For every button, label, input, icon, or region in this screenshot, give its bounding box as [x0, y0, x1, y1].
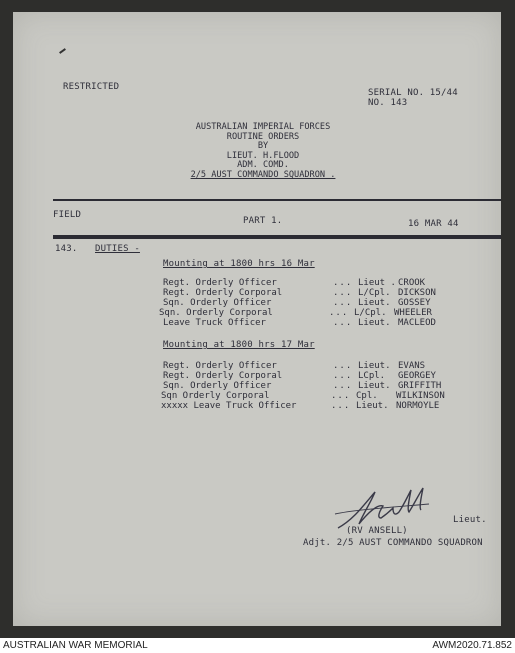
archive-footer — [0, 638, 515, 653]
part-label: PART 1. — [243, 216, 283, 226]
archive-reference: AWM2020.71.852 — [432, 640, 512, 651]
duty-role: Regt. Orderly Corporal — [163, 371, 283, 381]
duty-role: xxxxx Leave Truck Officer — [161, 401, 297, 411]
duty-name: EVANS — [398, 361, 426, 371]
duty-name: GEORGEY — [398, 371, 436, 381]
duty-dots: ... — [333, 288, 353, 298]
order-item-heading — [95, 244, 140, 254]
duty-dots: ... — [333, 278, 353, 288]
duty-role: Regt. Orderly Corporal — [163, 288, 283, 298]
duty-role: Sqn. Orderly Corporal — [159, 308, 273, 318]
order-number: NO. 143 — [368, 98, 408, 108]
duties-heading: DUTIES - — [95, 244, 140, 254]
duty-rank: Cpl. — [356, 391, 378, 401]
duty-role: Regt. Orderly Officer — [163, 278, 277, 288]
duty-dots: ... — [329, 308, 349, 318]
title-line: BY — [257, 141, 269, 152]
order-item-number: 143. — [55, 244, 78, 254]
duty-role: Leave Truck Officer — [163, 318, 266, 328]
duty-name: GOSSEY — [398, 298, 431, 308]
archive-name: AUSTRALIAN WAR MEMORIAL — [3, 640, 148, 651]
duty-role: Sqn. Orderly Officer — [163, 381, 272, 391]
duty-name: WHEELER — [394, 308, 432, 318]
duty-rank: Lieut. — [358, 318, 391, 328]
duty-dots: ... — [333, 318, 353, 328]
order-date: 16 MAR 44 — [408, 219, 459, 229]
serial-number: SERIAL NO. 15/44 — [368, 88, 458, 98]
duty-role: Regt. Orderly Officer — [163, 361, 277, 371]
duty-dots: ... — [333, 381, 353, 391]
mounting-heading-2: Mounting at 1800 hrs 17 Mar — [163, 340, 315, 350]
duty-rank: L/Cpl. — [354, 308, 387, 318]
duty-rank: Lieut. — [358, 381, 391, 391]
duty-rank: L/Cpl. — [358, 288, 391, 298]
duty-name: CROOK — [398, 278, 426, 288]
duty-rank: LCpl. — [358, 371, 386, 381]
signatory-rank: Lieut. — [453, 515, 487, 525]
classification-label: RESTRICTED — [63, 82, 120, 92]
signatory-name: (RV ANSELL) — [346, 526, 408, 536]
duty-name: MACLEOD — [398, 318, 436, 328]
divider-top — [53, 199, 501, 201]
duty-dots: ... — [333, 361, 353, 371]
divider-bottom — [53, 235, 501, 239]
duty-name: DICKSON — [398, 288, 436, 298]
duty-name: GRIFFITH — [398, 381, 442, 391]
duty-name: NORMOYLE — [396, 401, 440, 411]
duty-rank: Lieut. — [356, 401, 389, 411]
pencil-mark — [59, 48, 66, 54]
title-line: AUSTRALIAN IMPERIAL FORCES — [195, 122, 331, 132]
duty-rank: Lieut . — [358, 278, 396, 288]
duty-role: Sqn Orderly Corporal — [161, 391, 270, 401]
title-line: ADM. COMD. — [237, 160, 289, 171]
title-line: 2/5 AUST COMMANDO SQUADRON . — [190, 169, 336, 180]
duty-dots: ... — [333, 371, 353, 381]
duty-role: Sqn. Orderly Officer — [163, 298, 272, 308]
signatory-appointment: Adjt. 2/5 AUST COMMANDO SQUADRON — [303, 538, 483, 548]
document-page — [13, 12, 501, 626]
duty-dots: ... — [333, 298, 353, 308]
duty-dots: ... — [331, 391, 351, 401]
title-line: LIEUT. H.FLOOD — [226, 150, 300, 161]
duty-name: WILKINSON — [396, 391, 445, 401]
mounting-heading-1: Mounting at 1800 hrs 16 Mar — [163, 259, 315, 269]
place-label: FIELD — [53, 210, 82, 220]
duty-rank: Lieut. — [358, 298, 391, 308]
duty-dots: ... — [331, 401, 351, 411]
title-line: ROUTINE ORDERS — [226, 131, 300, 142]
duty-rank: Lieut. — [358, 361, 391, 371]
title-block — [163, 123, 363, 181]
